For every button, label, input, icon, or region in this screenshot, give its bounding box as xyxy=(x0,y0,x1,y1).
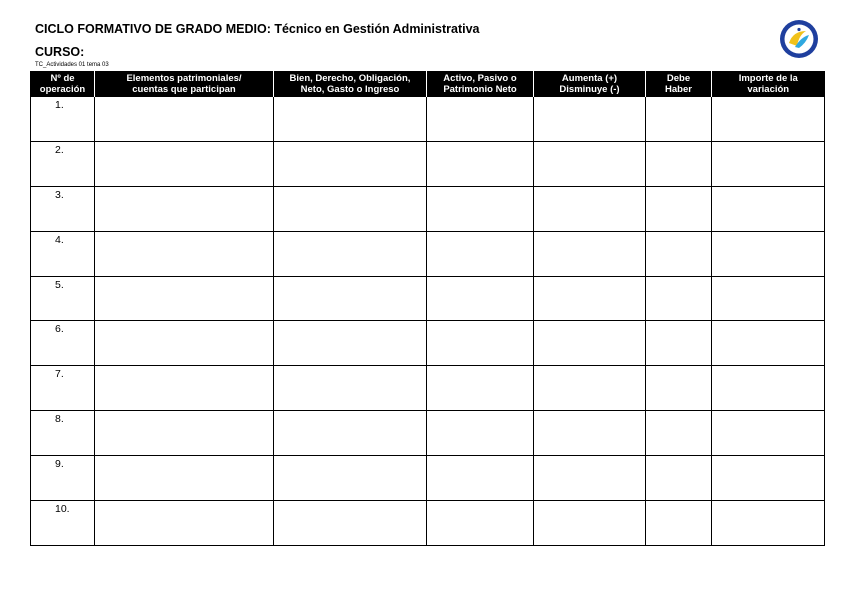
debit-credit-cell[interactable] xyxy=(646,501,712,546)
amount-cell[interactable] xyxy=(712,456,825,501)
column-header-mass: Activo, Pasivo o Patrimonio Neto xyxy=(427,71,534,97)
mass-cell[interactable] xyxy=(427,501,534,546)
mass-cell[interactable] xyxy=(427,411,534,456)
document-reference: TC_Actividades 01 tema 03 xyxy=(35,62,109,68)
operations-table xyxy=(30,71,825,546)
operation-number-cell: 6. xyxy=(31,321,95,366)
increase-decrease-cell[interactable] xyxy=(534,186,646,231)
patrimonial-elements-cell[interactable] xyxy=(95,231,274,276)
element-type-cell[interactable] xyxy=(274,276,427,321)
mass-cell[interactable] xyxy=(427,141,534,186)
debit-credit-cell[interactable] xyxy=(646,97,712,142)
increase-decrease-cell[interactable] xyxy=(534,366,646,411)
table-body xyxy=(31,97,825,546)
patrimonial-elements-cell[interactable] xyxy=(95,366,274,411)
amount-cell[interactable] xyxy=(712,501,825,546)
element-type-cell[interactable] xyxy=(274,97,427,142)
table-row xyxy=(31,186,825,231)
increase-decrease-cell[interactable] xyxy=(534,411,646,456)
patrimonial-elements-cell[interactable] xyxy=(95,456,274,501)
debit-credit-cell[interactable] xyxy=(646,321,712,366)
debit-credit-cell[interactable] xyxy=(646,276,712,321)
operation-number-cell: 5. xyxy=(31,276,95,321)
amount-cell[interactable] xyxy=(712,97,825,142)
column-header-element-type: Bien, Derecho, Obligación, Neto, Gasto o Ingreso xyxy=(274,71,427,97)
table-row xyxy=(31,141,825,186)
increase-decrease-cell[interactable] xyxy=(534,141,646,186)
mass-cell[interactable] xyxy=(427,456,534,501)
operation-number-cell: 8. xyxy=(31,411,95,456)
operation-number-cell: 7. xyxy=(31,366,95,411)
operation-number-cell: 4. xyxy=(31,231,95,276)
operation-number-cell: 1. xyxy=(31,97,95,142)
table-row xyxy=(31,411,825,456)
increase-decrease-cell[interactable] xyxy=(534,456,646,501)
element-type-cell[interactable] xyxy=(274,186,427,231)
table-row xyxy=(31,97,825,142)
patrimonial-elements-cell[interactable] xyxy=(95,141,274,186)
element-type-cell[interactable] xyxy=(274,501,427,546)
patrimonial-elements-cell[interactable] xyxy=(95,501,274,546)
column-header-debit-credit: Debe Haber xyxy=(646,71,712,97)
column-header-amount: Importe de la variación xyxy=(712,71,825,97)
column-header-increase-decrease: Aumenta (+) Disminuye (-) xyxy=(534,71,646,97)
mass-cell[interactable] xyxy=(427,321,534,366)
debit-credit-cell[interactable] xyxy=(646,186,712,231)
increase-decrease-cell[interactable] xyxy=(534,501,646,546)
patrimonial-elements-cell[interactable] xyxy=(95,411,274,456)
increase-decrease-cell[interactable] xyxy=(534,97,646,142)
debit-credit-cell[interactable] xyxy=(646,456,712,501)
debit-credit-cell[interactable] xyxy=(646,411,712,456)
operation-number-cell: 9. xyxy=(31,456,95,501)
amount-cell[interactable] xyxy=(712,141,825,186)
patrimonial-elements-cell[interactable] xyxy=(95,276,274,321)
patrimonial-elements-cell[interactable] xyxy=(95,97,274,142)
increase-decrease-cell[interactable] xyxy=(534,231,646,276)
operation-number-cell: 2. xyxy=(31,141,95,186)
mass-cell[interactable] xyxy=(427,231,534,276)
table-row xyxy=(31,366,825,411)
operation-number-cell: 3. xyxy=(31,186,95,231)
debit-credit-cell[interactable] xyxy=(646,366,712,411)
element-type-cell[interactable] xyxy=(274,366,427,411)
debit-credit-cell[interactable] xyxy=(646,231,712,276)
school-crest-logo-icon xyxy=(779,19,819,59)
mass-cell[interactable] xyxy=(427,276,534,321)
mass-cell[interactable] xyxy=(427,366,534,411)
increase-decrease-cell[interactable] xyxy=(534,276,646,321)
amount-cell[interactable] xyxy=(712,186,825,231)
operation-number-cell: 10. xyxy=(31,501,95,546)
document-title: CICLO FORMATIVO DE GRADO MEDIO: Técnico en Gestión Administrativa xyxy=(35,22,480,36)
patrimonial-elements-cell[interactable] xyxy=(95,321,274,366)
amount-cell[interactable] xyxy=(712,366,825,411)
table-row xyxy=(31,231,825,276)
amount-cell[interactable] xyxy=(712,276,825,321)
element-type-cell[interactable] xyxy=(274,321,427,366)
column-header-operation-number: Nº de operación xyxy=(31,71,95,97)
element-type-cell[interactable] xyxy=(274,456,427,501)
amount-cell[interactable] xyxy=(712,411,825,456)
amount-cell[interactable] xyxy=(712,321,825,366)
column-header-patrimonial-elements: Elementos patrimoniales/ cuentas que participan xyxy=(95,71,274,97)
debit-credit-cell[interactable] xyxy=(646,141,712,186)
element-type-cell[interactable] xyxy=(274,141,427,186)
element-type-cell[interactable] xyxy=(274,411,427,456)
table-row xyxy=(31,501,825,546)
amount-cell[interactable] xyxy=(712,231,825,276)
increase-decrease-cell[interactable] xyxy=(534,321,646,366)
table-row xyxy=(31,456,825,501)
patrimonial-elements-cell[interactable] xyxy=(95,186,274,231)
table-row xyxy=(31,321,825,366)
mass-cell[interactable] xyxy=(427,186,534,231)
mass-cell[interactable] xyxy=(427,97,534,142)
course-label: CURSO: xyxy=(35,45,85,59)
element-type-cell[interactable] xyxy=(274,231,427,276)
table-row xyxy=(31,276,825,321)
table-header-row xyxy=(31,71,825,97)
